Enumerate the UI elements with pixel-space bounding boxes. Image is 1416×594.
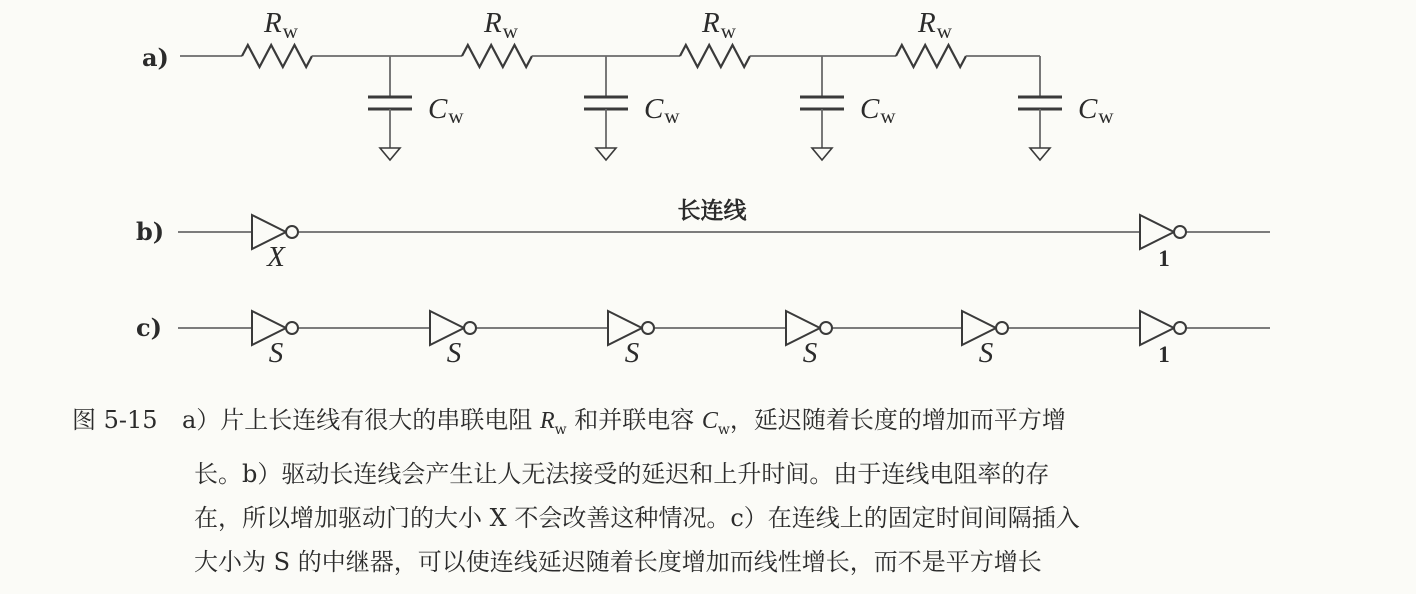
receiver-inverter-size-label: 1 <box>1158 246 1170 271</box>
caption-text: ，延迟随着长度的增加而平方增 <box>729 406 1066 434</box>
caption-text: 和并联电容 <box>566 406 702 434</box>
rc-ladder <box>180 7 1114 160</box>
ground-icon <box>1030 148 1050 160</box>
repeater-inverter-bubble <box>996 322 1008 334</box>
capacitor-label: Cw <box>1078 93 1114 128</box>
resistor <box>680 45 750 67</box>
resistor-label: $R_w$ <box>484 7 518 43</box>
repeater-inverter-bubble <box>820 322 832 334</box>
ground-icon <box>812 148 832 160</box>
panel-label-c: c) <box>136 313 162 342</box>
caption-line-1 <box>182 398 1360 452</box>
resistor <box>242 45 312 67</box>
caption-rw-symbol: R <box>539 408 555 434</box>
long-wire-circuit <box>178 198 1270 273</box>
repeater-inverter-size-label: S <box>802 337 818 369</box>
capacitor-label: Cw <box>860 93 896 128</box>
caption-line-4: 大小为 S 的中继器，可以使连线延迟随着长度增加而线性增长，而不是平方增长 <box>194 547 1042 576</box>
receiver-inverter-bubble <box>1174 322 1186 334</box>
resistor <box>896 45 966 67</box>
caption-rw-subscript: w <box>554 421 567 438</box>
receiver-inverter-size-label: 1 <box>1158 342 1170 367</box>
caption-cw-subscript: w <box>717 421 730 438</box>
repeater-inverter-size-label: S <box>446 337 462 369</box>
repeater-inverter-size-label: S <box>978 337 994 369</box>
driver-inverter-bubble <box>286 226 298 238</box>
capacitor-label: Cw <box>428 93 464 128</box>
caption-text: a）片上长连线有很大的串联电阻 <box>182 406 540 434</box>
receiver-inverter-bubble <box>1174 226 1186 238</box>
ground-icon <box>380 148 400 160</box>
resistor <box>462 45 532 67</box>
repeater-inverter-bubble <box>286 322 298 334</box>
ground-icon <box>596 148 616 160</box>
resistor-label: $R_w$ <box>264 7 298 43</box>
repeater-inverter-size-label: S <box>268 337 284 369</box>
caption-line-2: 长。b）驱动长连线会产生让人无法接受的延迟和上升时间。由于连线电阻率的存 <box>194 459 1050 488</box>
repeated-wire-circuit <box>178 311 1270 369</box>
repeater-inverter-size-label: S <box>624 337 640 369</box>
repeater-inverter-bubble <box>642 322 654 334</box>
receiver-inverter-triangle <box>1140 215 1174 249</box>
capacitor-label: Cw <box>644 93 680 128</box>
receiver-inverter-triangle <box>1140 311 1174 345</box>
resistor-label: $R_w$ <box>702 7 736 43</box>
figure-number: 图 5-15 <box>72 406 158 434</box>
caption-cw-symbol: C <box>701 408 718 434</box>
panel-label-b: b) <box>136 217 165 246</box>
resistor-label: $R_w$ <box>918 7 952 43</box>
repeater-inverter-bubble <box>464 322 476 334</box>
caption-body <box>182 398 1360 584</box>
caption-line-3: 在，所以增加驱动门的大小 X 不会改善这种情况。c）在连线上的固定时间间隔插入 <box>194 503 1080 532</box>
panel-label-a: a) <box>142 43 169 72</box>
driver-inverter-size-label: X <box>267 241 285 273</box>
long-wire-label: 长连线 <box>677 198 747 224</box>
